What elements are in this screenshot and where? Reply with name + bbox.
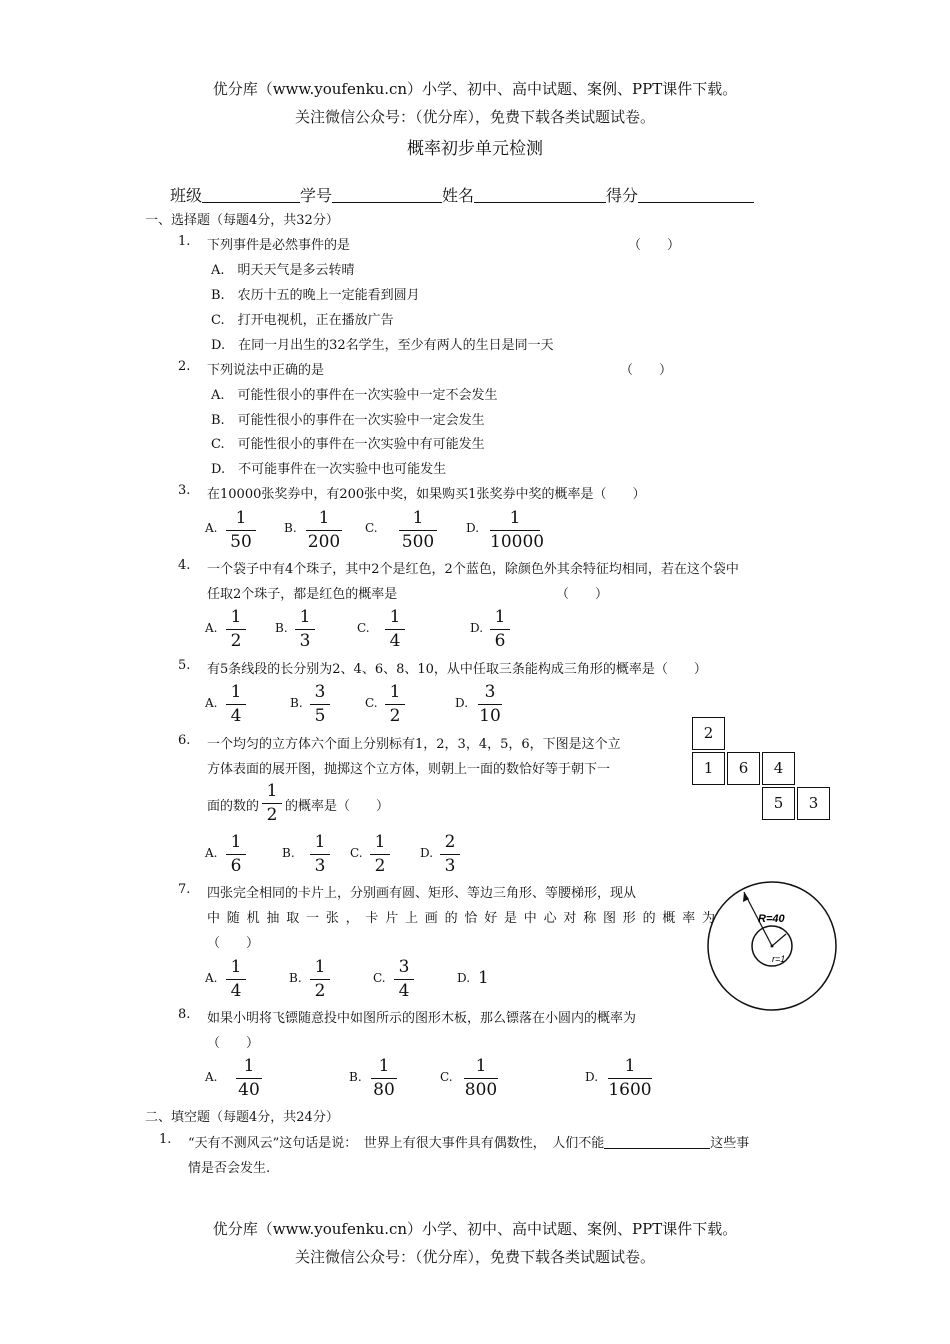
q7-option-b-fraction[interactable] — [310, 957, 330, 1001]
q8-b-denominator: 80 — [373, 1080, 395, 1100]
q5-text: 有5条线段的长分别为2、4、6、8、10，从中任取三条能构成三角形的概率是（ ） — [207, 662, 707, 677]
q3-b-denominator: 200 — [307, 532, 341, 552]
q5-d-denominator: 10 — [479, 706, 501, 726]
q1-text: 下列事件是必然事件的是 — [207, 238, 351, 253]
q6-option-b-fraction[interactable] — [310, 832, 330, 876]
q2-text: 下列说法中正确的是 — [207, 363, 325, 378]
q8-option-d-fraction[interactable] — [608, 1056, 652, 1100]
q4-c-denominator: 4 — [389, 631, 401, 651]
q7-text-line-2: 中随机抽取一张，卡片上画的恰好是中心对称图形的概率为 — [207, 911, 722, 926]
q5-option-b-fraction[interactable] — [310, 682, 330, 726]
q4-answer-paren[interactable]: （ ） — [556, 587, 609, 602]
q8-d-denominator: 1600 — [608, 1080, 652, 1100]
q5-option-a-letter[interactable]: A. — [205, 696, 218, 710]
q6-inline-fraction — [262, 781, 282, 825]
q2-option-d[interactable]: D. 不可能事件在一次实验中也可能发生 — [211, 462, 447, 477]
footer-line-2: 关注微信公众号：（优分库），免费下载各类试题试卷。 — [294, 1248, 655, 1266]
q2-option-a[interactable]: A. 可能性很小的事件在一次实验中一定不会发生 — [211, 388, 498, 403]
q2-answer-paren[interactable]: （ ） — [620, 363, 673, 378]
q6-text-line-2: 方体表面的展开图，抛掷这个立方体，则朝上一面的数恰好等于朝下一 — [207, 762, 611, 777]
fill-q1-number: 1. — [159, 1132, 172, 1147]
q8-d-numerator: 1 — [624, 1056, 636, 1076]
q3-a-denominator: 50 — [230, 532, 252, 552]
fraction-bar — [310, 979, 330, 980]
fill-q1-pre-text: “天有不测风云”这句话是说： 世界上有很大事件具有偶数性， 人们不能 — [188, 1136, 605, 1151]
q3-b-numerator: 1 — [318, 508, 330, 528]
q7-option-c-fraction[interactable] — [394, 957, 414, 1001]
q8-number: 8. — [178, 1007, 191, 1022]
q3-option-d-fraction[interactable] — [490, 508, 545, 552]
fill-q1-post-text: 这些事 — [710, 1136, 750, 1151]
q7-option-a-fraction[interactable] — [226, 957, 246, 1001]
q3-a-numerator: 1 — [235, 508, 247, 528]
q4-d-denominator: 6 — [494, 631, 506, 651]
fraction-bar — [399, 530, 437, 531]
q4-text-line-1: 一个袋子中有4个珠子，其中2个是红色，2个蓝色，除颜色外其余特征均相同，若在这个袋中 — [207, 562, 739, 577]
q8-answer-paren[interactable]: （ ） — [207, 1036, 260, 1051]
q3-d-numerator: 1 — [509, 508, 521, 528]
q5-a-denominator: 4 — [230, 706, 242, 726]
q2-number: 2. — [178, 359, 191, 374]
q5-option-d-fraction[interactable] — [478, 682, 502, 726]
q4-option-c-fraction[interactable] — [385, 607, 405, 651]
big-radius-label: R=40 — [758, 913, 785, 925]
class-blank[interactable] — [202, 188, 300, 203]
fraction-bar — [262, 803, 282, 804]
q6-b-denominator: 3 — [314, 856, 326, 876]
student-id-label: 学号 — [300, 186, 333, 205]
q4-option-c-letter[interactable]: C. — [357, 621, 370, 635]
q6-text-line-1: 一个均匀的立方体六个面上分别标有1，2，3，4，5，6，下图是这个立 — [207, 737, 621, 752]
q6-option-c-fraction[interactable] — [370, 832, 390, 876]
q7-b-denominator: 2 — [314, 981, 326, 1001]
fraction-bar — [226, 979, 246, 980]
q8-b-numerator: 1 — [378, 1056, 390, 1076]
fill-q1-line-1 — [188, 1132, 749, 1151]
q4-option-b-fraction[interactable] — [295, 607, 315, 651]
q6-inline-numerator: 1 — [266, 781, 278, 801]
fraction-bar — [371, 1078, 397, 1079]
small-radius-label: r=1 — [772, 954, 786, 964]
q6-d-numerator: 2 — [444, 832, 456, 852]
q1-answer-paren[interactable]: （ ） — [628, 238, 681, 253]
q7-a-denominator: 4 — [230, 981, 242, 1001]
name-blank[interactable] — [474, 188, 606, 203]
fraction-bar — [310, 704, 330, 705]
q4-d-numerator: 1 — [494, 607, 506, 627]
q6-a-numerator: 1 — [230, 832, 242, 852]
fraction-bar — [295, 629, 315, 630]
q4-a-numerator: 1 — [230, 607, 242, 627]
class-label: 班级 — [170, 186, 203, 205]
fraction-bar — [226, 530, 256, 531]
q8-option-a-letter[interactable]: A. — [205, 1070, 218, 1084]
q8-c-denominator: 800 — [464, 1080, 498, 1100]
q8-c-numerator: 1 — [475, 1056, 487, 1076]
q5-number: 5. — [178, 658, 191, 673]
fraction-bar — [370, 854, 390, 855]
q6-a-denominator: 6 — [230, 856, 242, 876]
q7-option-d-letter[interactable]: D. — [457, 971, 471, 985]
dartboard-figure — [703, 877, 841, 1015]
q6-number: 6. — [178, 733, 191, 748]
q3-option-c-fraction[interactable] — [399, 508, 437, 552]
q1-option-c[interactable]: C. 打开电视机，正在播放广告 — [211, 313, 394, 328]
q7-option-d-value[interactable]: 1 — [478, 968, 489, 988]
q8-option-b-letter[interactable]: B. — [349, 1070, 362, 1084]
cube-face: 4 — [762, 752, 795, 785]
q6-option-a-fraction[interactable] — [226, 832, 246, 876]
name-label: 姓名 — [442, 186, 475, 205]
page-title: 概率初步单元检测 — [407, 139, 543, 159]
footer-line-1: 优分库（www.youfenku.cn）小学、初中、高中试题、案例、PPT课件下载。 — [212, 1220, 738, 1238]
q3-option-b-letter[interactable]: B. — [284, 521, 297, 535]
fraction-bar — [385, 704, 405, 705]
q5-b-denominator: 5 — [314, 706, 326, 726]
q4-option-a-fraction[interactable] — [226, 607, 246, 651]
q5-b-numerator: 3 — [314, 682, 326, 702]
q6-option-a-letter[interactable]: A. — [205, 846, 218, 860]
q6-d-denominator: 3 — [444, 856, 456, 876]
q8-option-c-fraction[interactable] — [464, 1056, 498, 1100]
q6-inline-denominator: 2 — [266, 805, 278, 825]
cube-face: 1 — [692, 752, 725, 785]
q4-c-numerator: 1 — [389, 607, 401, 627]
q1-option-d[interactable]: D. 在同一月出生的32名学生，至少有两人的生日是同一天 — [211, 338, 554, 353]
q4-number: 4. — [178, 558, 191, 573]
student-id-blank[interactable] — [332, 188, 442, 203]
q3-option-d-letter[interactable]: D. — [466, 521, 480, 535]
q5-option-d-letter[interactable]: D. — [455, 696, 469, 710]
fraction-bar — [490, 629, 510, 630]
q5-option-b-letter[interactable]: B. — [290, 696, 303, 710]
q6-text-line-3-post: 的概率是（ ） — [285, 799, 390, 814]
q7-text-line-1: 四张完全相同的卡片上，分别画有圆、矩形、等边三角形、等腰梯形，现从 — [207, 886, 637, 901]
q3-d-denominator: 10000 — [490, 532, 545, 552]
q6-option-b-letter[interactable]: B. — [282, 846, 295, 860]
q8-a-numerator: 1 — [243, 1056, 255, 1076]
q7-option-a-letter[interactable]: A. — [205, 971, 218, 985]
q7-option-c-letter[interactable]: C. — [373, 971, 386, 985]
q1-option-a[interactable]: A. 明天天气是多云转晴 — [211, 263, 355, 278]
cube-face: 3 — [797, 787, 830, 820]
q4-b-denominator: 3 — [299, 631, 311, 651]
q8-option-b-fraction[interactable] — [371, 1056, 397, 1100]
score-label: 得分 — [606, 186, 639, 205]
fraction-bar — [306, 530, 342, 531]
fraction-bar — [490, 530, 540, 531]
fraction-bar — [236, 1078, 262, 1079]
q8-a-denominator: 40 — [238, 1080, 260, 1100]
q7-option-b-letter[interactable]: B. — [289, 971, 302, 985]
q7-c-numerator: 3 — [398, 957, 410, 977]
q3-c-numerator: 1 — [412, 508, 424, 528]
q8-text-line-1: 如果小明将飞镖随意投中如图所示的图形木板，那么镖落在小圆内的概率为 — [207, 1011, 637, 1026]
q6-text-line-3-pre: 面的数的 — [207, 799, 260, 814]
q4-a-denominator: 2 — [230, 631, 242, 651]
q3-option-c-letter[interactable]: C. — [365, 521, 378, 535]
q5-option-c-letter[interactable]: C. — [365, 696, 378, 710]
q7-c-denominator: 4 — [398, 981, 410, 1001]
q6-b-numerator: 1 — [314, 832, 326, 852]
fraction-bar — [394, 979, 414, 980]
q4-option-d-fraction[interactable] — [490, 607, 510, 651]
fraction-bar — [226, 854, 246, 855]
fill-q1-line-2: 情是否会发生. — [188, 1161, 271, 1176]
fraction-bar — [226, 704, 246, 705]
q6-option-d-letter[interactable]: D. — [420, 846, 434, 860]
q8-option-d-letter[interactable]: D. — [585, 1070, 599, 1084]
cube-face: 5 — [762, 787, 795, 820]
fraction-bar — [478, 704, 502, 705]
cube-face: 2 — [692, 717, 725, 750]
q6-c-denominator: 2 — [374, 856, 386, 876]
q4-text-line-2: 任取2个珠子，都是红色的概率是 — [207, 587, 398, 602]
q7-number: 7. — [178, 882, 191, 897]
small-radius-line — [772, 934, 786, 946]
q8-option-a-fraction[interactable] — [236, 1056, 262, 1100]
q3-option-a-letter[interactable]: A. — [205, 521, 218, 535]
fill-q1-blank[interactable] — [604, 1134, 710, 1149]
fraction-bar — [440, 854, 460, 855]
fraction-bar — [464, 1078, 498, 1079]
q3-number: 3. — [178, 483, 191, 498]
q7-b-numerator: 1 — [314, 957, 326, 977]
q5-d-numerator: 3 — [484, 682, 496, 702]
score-blank[interactable] — [638, 188, 754, 203]
fraction-bar — [608, 1078, 652, 1079]
q5-c-denominator: 2 — [389, 706, 401, 726]
q1-number: 1. — [178, 234, 191, 249]
q7-answer-paren[interactable]: （ ） — [207, 936, 260, 951]
q4-option-a-letter[interactable]: A. — [205, 621, 218, 635]
q7-a-numerator: 1 — [230, 957, 242, 977]
section-2-title: 二、填空题（每题4分，共24分） — [145, 1110, 339, 1125]
q5-a-numerator: 1 — [230, 682, 242, 702]
fraction-bar — [385, 629, 405, 630]
q1-option-b[interactable]: B. 农历十五的晚上一定能看到圆月 — [211, 288, 420, 303]
cube-face: 6 — [727, 752, 760, 785]
q8-option-c-letter[interactable]: C. — [440, 1070, 453, 1084]
section-1-title: 一、选择题（每题4分，共32分） — [145, 213, 339, 228]
header-line-1: 优分库（www.youfenku.cn）小学、初中、高中试题、案例、PPT课件下载。 — [212, 80, 738, 98]
q5-option-a-fraction[interactable] — [226, 682, 246, 726]
q4-b-numerator: 1 — [299, 607, 311, 627]
fraction-bar — [310, 854, 330, 855]
q2-option-c[interactable]: C. 可能性很小的事件在一次实验中有可能发生 — [211, 437, 485, 452]
q5-option-c-fraction[interactable] — [385, 682, 405, 726]
q4-option-b-letter[interactable]: B. — [275, 621, 288, 635]
q4-option-d-letter[interactable]: D. — [470, 621, 484, 635]
fraction-bar — [226, 629, 246, 630]
student-info-row — [170, 183, 754, 206]
q5-c-numerator: 1 — [389, 682, 401, 702]
q6-c-numerator: 1 — [374, 832, 386, 852]
q3-text: 在10000张奖券中，有200张中奖，如果购买1张奖券中奖的概率是（ ） — [207, 487, 646, 502]
header-line-2: 关注微信公众号：（优分库），免费下载各类试题试卷。 — [294, 108, 655, 126]
q6-option-c-letter[interactable]: C. — [350, 846, 363, 860]
q3-c-denominator: 500 — [401, 532, 435, 552]
q2-option-b[interactable]: B. 可能性很小的事件在一次实验中一定会发生 — [211, 413, 485, 428]
q3-option-b-fraction[interactable] — [306, 508, 342, 552]
q3-option-a-fraction[interactable] — [226, 508, 256, 552]
q6-option-d-fraction[interactable] — [440, 832, 460, 876]
